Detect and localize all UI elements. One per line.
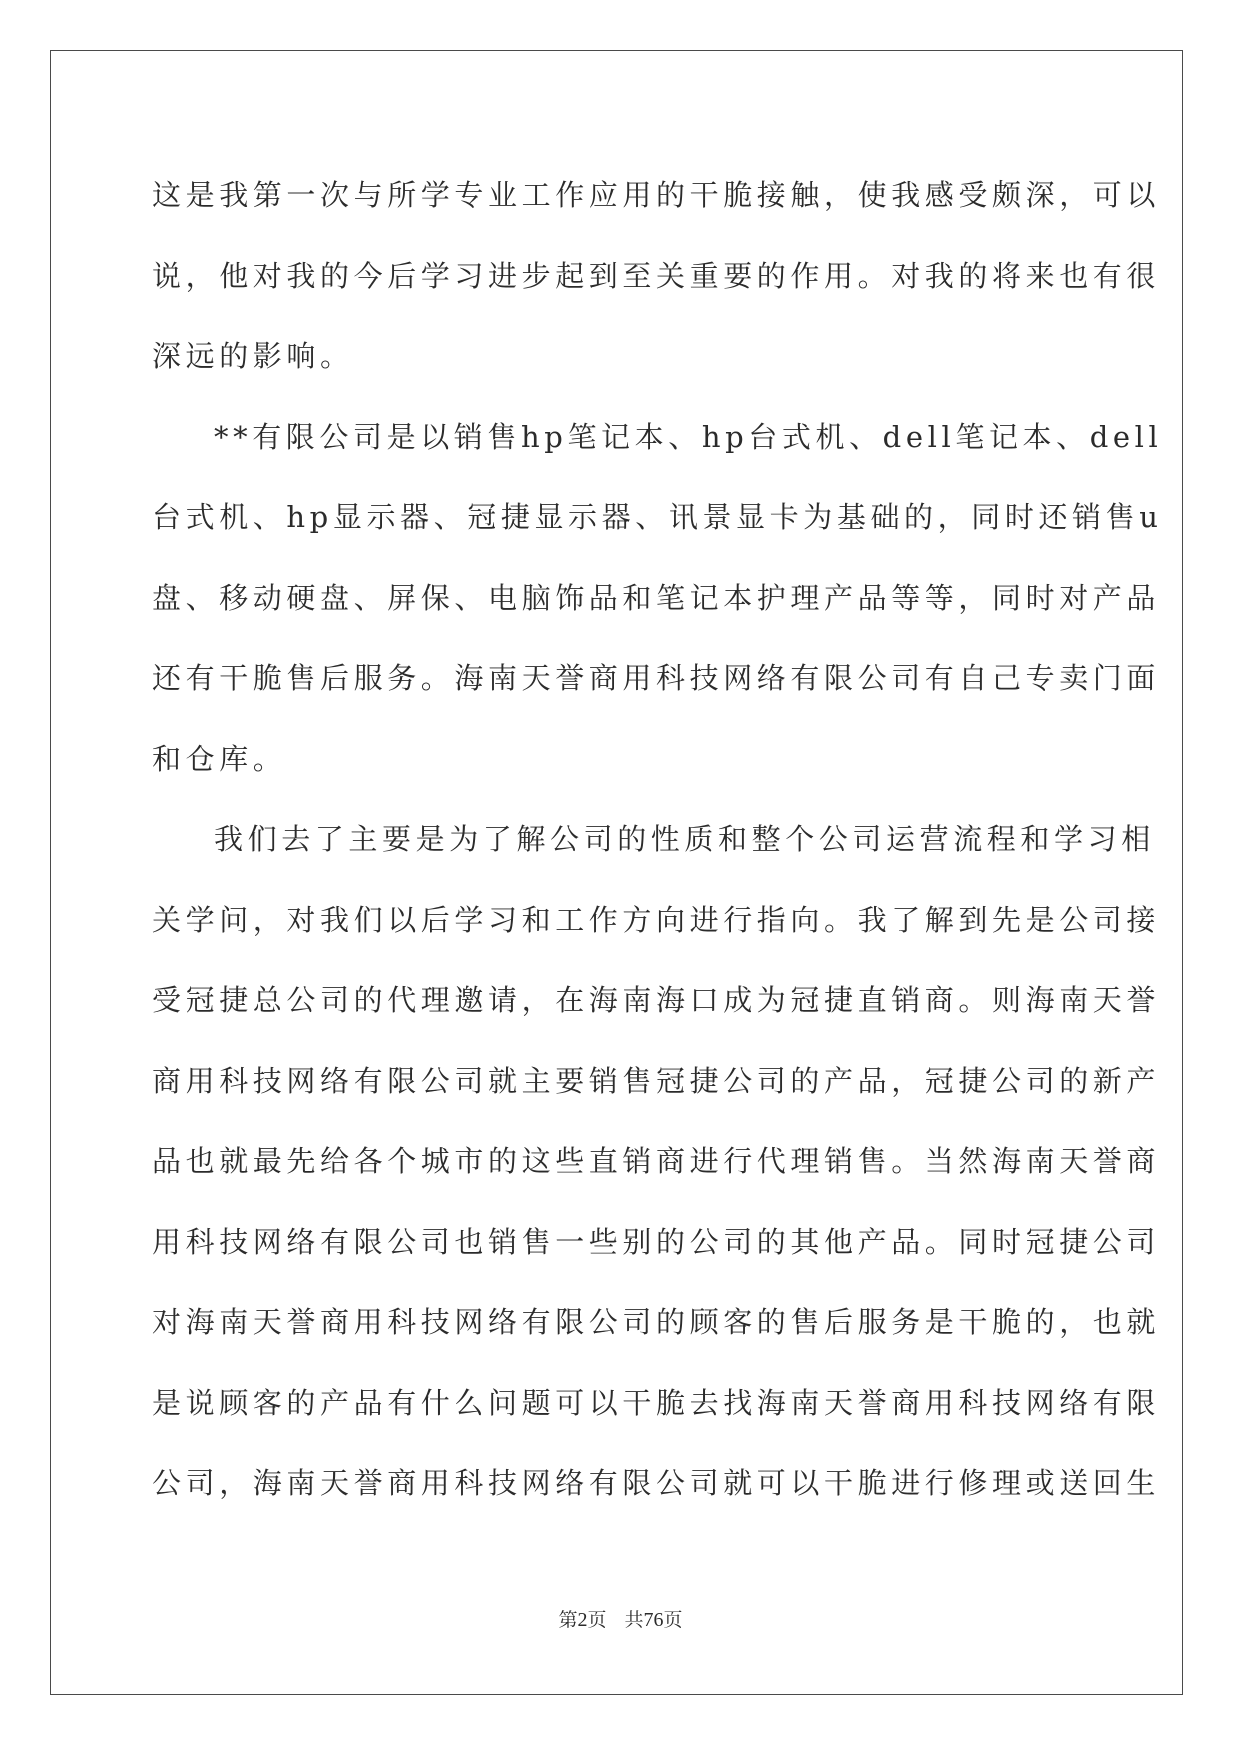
paragraph-2-line-4: 还有干脆售后服务。海南天誉商用科技网络有限公司有自己专卖门面 — [152, 661, 1161, 695]
paragraph-2-line-3: 盘、移动硬盘、屏保、电脑饰品和笔记本护理产品等等，同时对产品 — [152, 580, 1161, 615]
paragraph-3-line-3: 受冠捷总公司的代理邀请，在海南海口成为冠捷直销商。则海南天誉 — [152, 983, 1161, 1017]
paragraph-3-line-9: 公司，海南天誉商用科技网络有限公司就可以干脆进行修理或送回生 — [152, 1466, 1161, 1500]
total-page-number: 76 — [643, 1609, 664, 1631]
paragraph-3-line-5: 品也就最先给各个城市的这些直销商进行代理销售。当然海南天誉商 — [152, 1144, 1161, 1178]
total-label-prefix: 共 — [624, 1609, 644, 1631]
paragraph-1-line-1: 这是我第一次与所学专业工作应用的干脆接触，使我感受颇深，可以 — [152, 178, 1161, 212]
total-label-suffix: 页 — [663, 1609, 683, 1631]
paragraph-1-line-2: 说，他对我的今后学习进步起到至关重要的作用。对我的将来也有很 — [152, 258, 1161, 293]
paragraph-2-line-2: 台式机、hp显示器、冠捷显示器、讯景显卡为基础的，同时还销售u — [152, 500, 1163, 534]
paragraph-3-line-8: 是说顾客的产品有什么问题可以干脆去找海南天誉商用科技网络有限 — [152, 1385, 1161, 1420]
page-label-suffix: 页 — [587, 1609, 607, 1631]
page-footer — [0, 1605, 1241, 1632]
paragraph-3-line-7: 对海南天誉商用科技网络有限公司的顾客的售后服务是干脆的，也就 — [152, 1305, 1161, 1339]
paragraph-1-line-3: 深远的影响。 — [152, 339, 354, 373]
document-body — [152, 155, 1163, 1524]
current-page-number: 2 — [577, 1609, 588, 1631]
paragraph-2-line-5: 和仓库。 — [152, 741, 287, 776]
paragraph-3-line-4: 商用科技网络有限公司就主要销售冠捷公司的产品，冠捷公司的新产 — [152, 1063, 1161, 1098]
paragraph-3-line-6: 用科技网络有限公司也销售一些别的公司的其他产品。同时冠捷公司 — [152, 1224, 1161, 1259]
paragraph-2-line-1: **有限公司是以销售hp笔记本、hp台式机、dell笔记本、dell — [214, 419, 1163, 454]
page-label-prefix: 第 — [558, 1609, 578, 1631]
paragraph-3-line-1: 我们去了主要是为了解公司的性质和整个公司运营流程和学习相 — [214, 822, 1155, 856]
paragraph-3-line-2: 关学问，对我们以后学习和工作方向进行指向。我了解到先是公司接 — [152, 902, 1161, 937]
